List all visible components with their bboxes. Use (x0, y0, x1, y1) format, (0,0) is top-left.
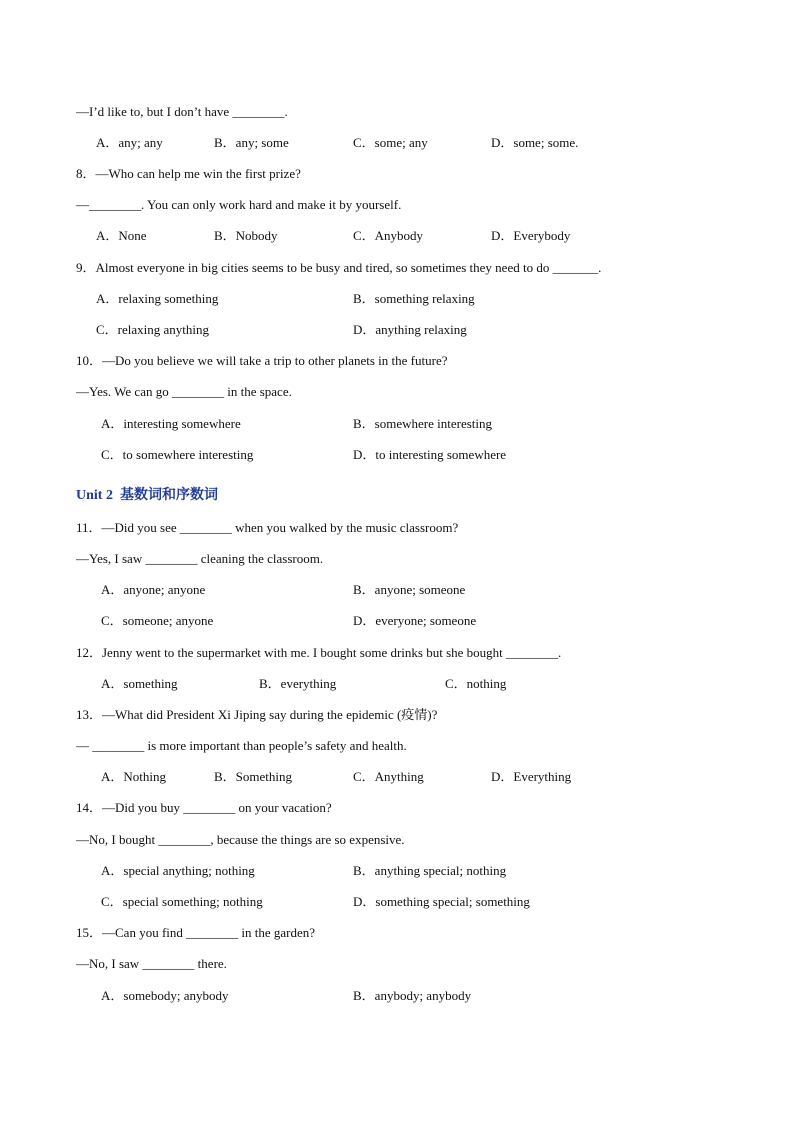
q14-answer-line: —No, I bought ________, because the things are so expensive. (76, 832, 405, 847)
q8-option-b[interactable]: B．Nobody (214, 228, 278, 243)
q8-option-c[interactable]: C．Anybody (353, 228, 424, 243)
q13-option-c[interactable]: C．Anything (353, 769, 424, 784)
q10-option-c[interactable]: C．to somewhere interesting (101, 447, 254, 462)
q11-option-d[interactable]: D．everyone; someone (353, 613, 477, 628)
q8-answer-line: —________. You can only work hard and make it by yourself. (76, 197, 402, 212)
q14-option-a[interactable]: A．special anything; nothing (101, 863, 255, 878)
q10-answer-line: —Yes. We can go ________ in the space. (76, 384, 292, 399)
q11-option-c[interactable]: C．someone; anyone (101, 613, 214, 628)
q7-option-d[interactable]: D．some; some. (491, 135, 579, 150)
q7-answer-line: —I’d like to, but I don’t have ________. (76, 104, 288, 119)
q9-option-d[interactable]: D．anything relaxing (353, 322, 467, 337)
q12-question: 12．Jenny went to the supermarket with me. I bought some drinks but she bought ________. (76, 645, 562, 660)
q15-option-b[interactable]: B．anybody; anybody (353, 988, 472, 1003)
q8-question: 8．—Who can help me win the first prize? (76, 166, 301, 181)
q14-option-d[interactable]: D．something special; something (353, 894, 530, 909)
q13-option-b[interactable]: B．Something (214, 769, 293, 784)
q11-option-a[interactable]: A．anyone; anyone (101, 582, 206, 597)
q10-option-b[interactable]: B．somewhere interesting (353, 416, 492, 431)
q13-option-a[interactable]: A．Nothing (101, 769, 167, 784)
q13-option-d[interactable]: D．Everything (491, 769, 572, 784)
q8-option-d[interactable]: D．Everybody (491, 228, 571, 243)
q8-option-a[interactable]: A．None (96, 228, 147, 243)
q7-option-b[interactable]: B．any; some (214, 135, 289, 150)
q12-option-b[interactable]: B．everything (259, 676, 337, 691)
q9-option-b[interactable]: B．something relaxing (353, 291, 475, 306)
q15-answer-line: —No, I saw ________ there. (76, 956, 227, 971)
q7-option-a[interactable]: A．any; any (96, 135, 163, 150)
q7-option-c[interactable]: C．some; any (353, 135, 428, 150)
q14-option-b[interactable]: B．anything special; nothing (353, 863, 507, 878)
q10-question: 10．—Do you believe we will take a trip to other planets in the future? (76, 353, 448, 368)
q11-question: 11．—Did you see ________ when you walked by the music classroom? (76, 520, 459, 535)
q9-question: 9．Almost everyone in big cities seems to be busy and tired, so sometimes they need to do _______. (76, 260, 602, 275)
q11-option-b[interactable]: B．anyone; someone (353, 582, 466, 597)
q10-option-d[interactable]: D．to interesting somewhere (353, 447, 507, 462)
q9-option-a[interactable]: A．relaxing something (96, 291, 219, 306)
q14-question: 14．—Did you buy ________ on your vacation? (76, 800, 332, 815)
q11-answer-line: —Yes, I saw ________ cleaning the classroom. (76, 551, 324, 566)
q13-answer-line: — ________ is more important than people’s safety and health. (76, 738, 407, 753)
q9-option-c[interactable]: C．relaxing anything (96, 322, 210, 337)
q12-option-c[interactable]: C．nothing (445, 676, 507, 691)
q15-question: 15．—Can you find ________ in the garden? (76, 925, 316, 940)
q15-option-a[interactable]: A．somebody; anybody (101, 988, 229, 1003)
q12-option-a[interactable]: A．something (101, 676, 178, 691)
q13-question: 13．—What did President Xi Jiping say during the epidemic (疫情)? (76, 707, 438, 722)
unit2-heading: Unit 2 基数词和序数词 (76, 488, 218, 503)
q14-option-c[interactable]: C．special something; nothing (101, 894, 263, 909)
q10-option-a[interactable]: A．interesting somewhere (101, 416, 241, 431)
